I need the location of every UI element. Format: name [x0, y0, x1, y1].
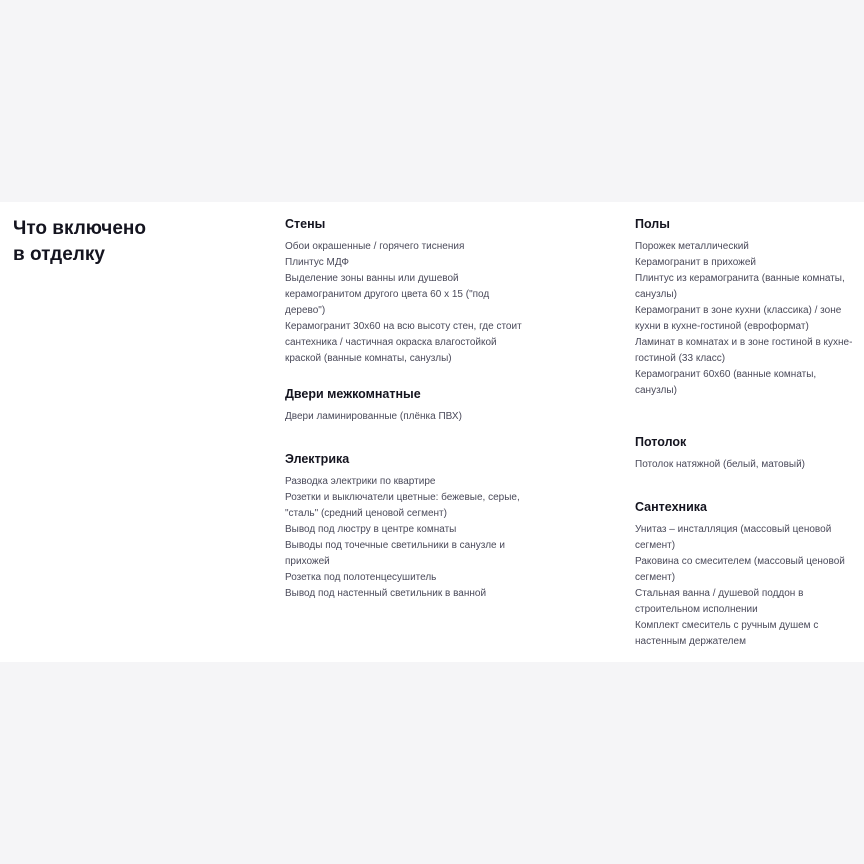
list-walls [285, 239, 525, 367]
list-item: Выводы под точечные светильники в санузле и прихожей [285, 540, 505, 567]
list-item: Плинтус МДФ [285, 257, 349, 268]
section-floors [635, 216, 857, 399]
list-item: Керамогранит в прихожей [635, 257, 757, 268]
section-electrics [285, 451, 525, 602]
section-title-floors: Полы [635, 217, 670, 231]
section-title-plumbing: Сантехника [635, 500, 707, 514]
list-item: Выделение зоны ванны или душевой керамогранитом другого цвета 60 х 15 ("под дерево") [285, 273, 490, 316]
list-item: Плинтус из керамогранита (ванные комнаты, санузлы) [635, 273, 845, 300]
column-middle [285, 216, 525, 602]
section-plumbing [635, 499, 857, 650]
list-ceiling [635, 457, 857, 473]
finishing-panel [0, 202, 864, 662]
list-item: Раковина со смесителем (массовый ценовой сегмент) [635, 556, 845, 583]
list-item: Обои окрашенные / горячего тиснения [285, 241, 465, 252]
list-item: Комплект смеситель с ручным душем с настенным держателем [635, 620, 819, 647]
section-title-doors: Двери межкомнатные [285, 387, 421, 401]
list-plumbing [635, 522, 857, 650]
list-item: Ламинат в комнатах и в зоне гостиной в кухне-гостиной (33 класс) [635, 337, 853, 364]
list-item: Керамогранит в зоне кухни (классика) / зоне кухни в кухне-гостиной (евроформат) [635, 305, 842, 332]
section-ceiling [635, 434, 857, 473]
heading-line-2: в отделку [13, 244, 105, 265]
section-heading [13, 216, 146, 268]
list-item: Стальная ванна / душевой поддон в строительном исполнении [635, 588, 804, 615]
section-title-electrics: Электрика [285, 452, 350, 466]
list-doors [285, 409, 525, 425]
list-item: Порожек металлический [635, 241, 749, 252]
list-item: Керамогранит 30х60 на всю высоту стен, где стоит сантехника / частичная окраска влагостойкой краской (ванные комнаты, санузлы) [285, 321, 522, 364]
section-title-ceiling: Потолок [635, 435, 687, 449]
section-doors [285, 386, 525, 425]
list-item: Керамогранит 60х60 (ванные комнаты, санузлы) [635, 369, 817, 396]
list-item: Двери ламинированные (плёнка ПВХ) [285, 411, 462, 422]
list-item: Розетка под полотенцесушитель [285, 572, 437, 583]
list-item: Разводка электрики по квартире [285, 476, 436, 487]
list-item: Розетки и выключатели цветные: бежевые, серые, "сталь" (средний ценовой сегмент) [285, 492, 520, 519]
section-title-walls: Стены [285, 217, 326, 231]
list-item: Вывод под настенный светильник в ванной [285, 588, 487, 599]
list-electrics [285, 474, 525, 602]
section-walls [285, 216, 525, 367]
list-item: Вывод под люстру в центре комнаты [285, 524, 457, 535]
list-item: Унитаз – инсталляция (массовый ценовой сегмент) [635, 524, 832, 551]
heading-line-1: Что включено [13, 218, 146, 239]
column-right [635, 216, 857, 650]
list-floors [635, 239, 857, 399]
list-item: Потолок натяжной (белый, матовый) [635, 459, 805, 470]
